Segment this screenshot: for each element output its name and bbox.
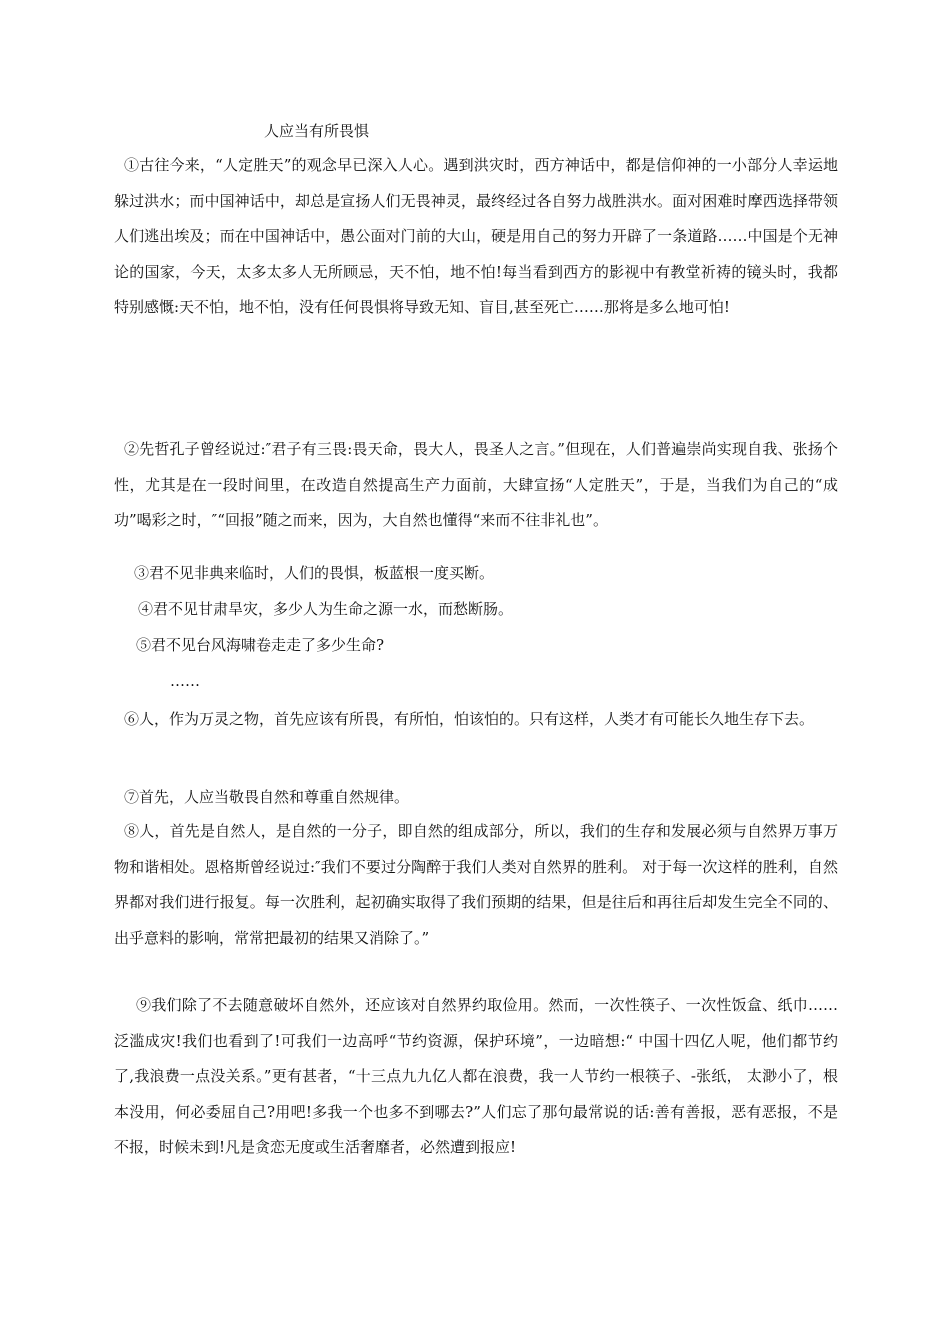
paragraph-7: ⑦首先，人应当敬畏自然和尊重自然规律。 bbox=[124, 788, 410, 806]
document-title: 人应当有所畏惧 bbox=[264, 122, 370, 140]
paragraph-5: ⑤君不见台风海啸卷走走了多少生命? bbox=[136, 636, 385, 654]
paragraph-8: ⑧人，首先是自然人，是自然的一分子，即自然的组成部分，所以，我们的生存和发展必须与自然界万事万物和谐相处。恩格斯曾经说过:″我们不要过分陶醉于我们人类对自然界的胜利。 对于每一次这样的胜利，自然界都对我们进行报复。每一次胜利，起初确实取得了我们预期的结果，但是往后和再往后却发生完全不同的、出乎意料的影响，常常把最初的结果又消除了。” bbox=[114, 822, 838, 947]
paragraph-9: ⑨我们除了不去随意破坏自然外，还应该对自然界约取俭用。然而，一次性筷子、一次性饭盒、纸巾……泛滥成灾!我们也看到了!可我们一边高呼“节约资源，保护环境”，一边暗想:“ 中国十四亿人呢，他们都节约了,我浪费一点没关系。”更有甚者，“十三点九九亿人都在浪费，我一人节约一根筷子、-张纸， 太渺小了，根本没用，何必委屈自己?用吧!多我一个也多不到哪去?”人们忘了那句最常说的话:善有善报，恶有恶报，不是不报，时候未到!凡是贪恋无度或生活奢靡者，必然遭到报应! bbox=[114, 996, 838, 1157]
ellipsis-line: …… bbox=[170, 672, 200, 690]
paragraph-2: ②先哲孔子曾经说过:″君子有三畏:畏天命，畏大人，畏圣人之言。”但现在，人们普遍崇尚实现自我、张扬个性，尤其是在一段时间里，在改造自然提高生产力面前，大肆宣扬“人定胜天”，于是，当我们为自己的“成功”喝彩之时，″“回报”随之而来，因为，大自然也懂得“来而不往非礼也”。 bbox=[114, 440, 838, 530]
paragraph-3: ③君不见非典来临时，人们的畏惧，板蓝根一度买断。 bbox=[134, 564, 495, 582]
paragraph-6: ⑥人，作为万灵之物，首先应该有所畏，有所怕，怕该怕的。只有这样，人类才有可能长久地生存下去。 bbox=[124, 710, 815, 728]
paragraph-4: ④君不见甘肃旱灾，多少人为生命之源一水，而愁断肠。 bbox=[138, 600, 514, 618]
paragraph-1: ①古往今来，“人定胜天”的观念早已深入人心。遇到洪灾时，西方神话中，都是信仰神的一小部分人幸运地躲过洪水；而中国神话中，却总是宣扬人们无畏神灵，最终经过各自努力战胜洪水。面对困难时摩西选择带领人们逃出埃及；而在中国神话中，愚公面对门前的大山，硬是用自己的努力开辟了一条道路……中国是个无神论的国家，今天，太多太多人无所顾忌，天不怕，地不怕!每当看到西方的影视中有教堂祈祷的镜头时，我都特别感慨:天不怕，地不怕，没有任何畏惧将导致无知、盲目,甚至死亡……那将是多么地可怕! bbox=[114, 156, 838, 317]
